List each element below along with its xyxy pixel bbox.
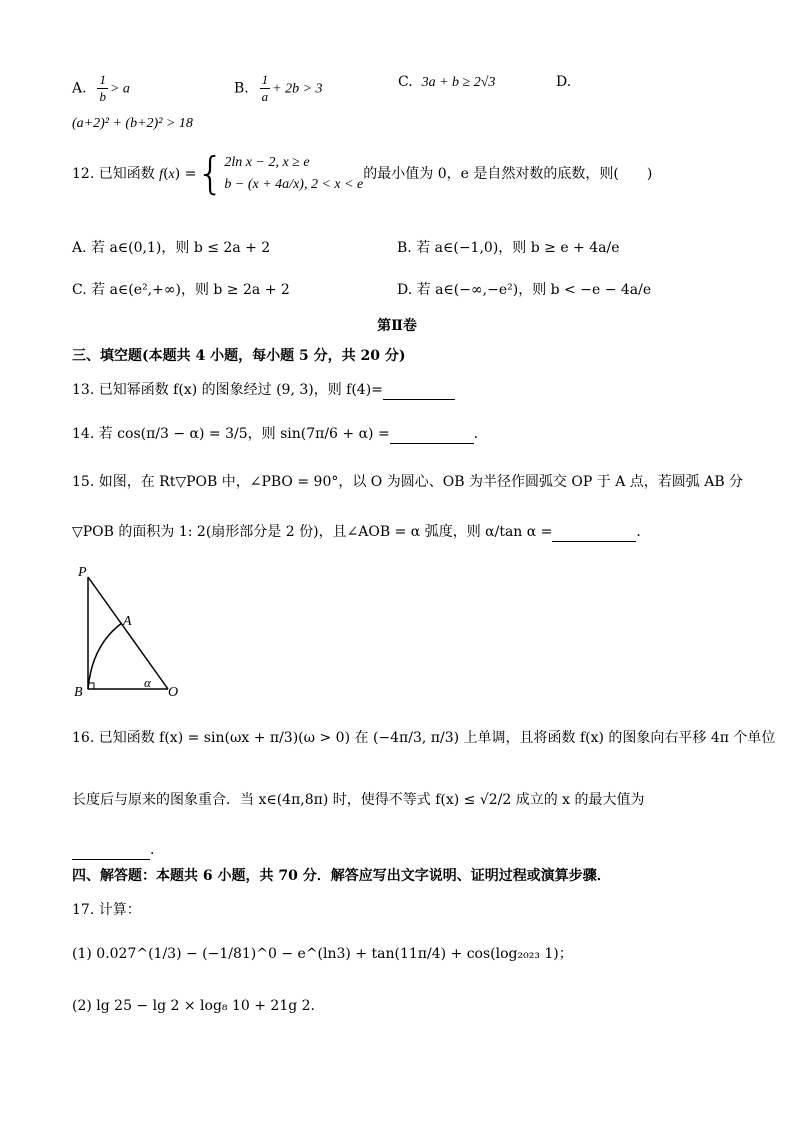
q11-option-a: A. $\frac{1}{b}$ > a — [72, 72, 130, 104]
q12-stem: 12. 已知函数 f(x) ={ 2ln x − 2, x ≥ e b − (x + 4a/x), 2 < x < e 的最小值为 0，e 是自然对数的底数，则( ) — [72, 148, 653, 199]
q12-option-c — [72, 280, 290, 300]
q15-text-2: ▽POB 的面积为 1: 2(扇形部分是 2 份)，且∠AOB = α 弧度，则 α/tan α = — [72, 524, 553, 540]
q12-option-b — [397, 238, 620, 258]
q13-answer-blank[interactable] — [383, 383, 455, 400]
q12-c-text: 若 a∈(e²,+∞)，则 b ≥ 2a + 2 — [91, 282, 290, 298]
q17-title — [72, 900, 141, 920]
q12-case-2: b − (x + 4a/x), 2 < x < e — [224, 177, 364, 192]
q14-answer-blank[interactable] — [390, 427, 474, 444]
q16-answer-blank[interactable] — [72, 847, 150, 860]
section-4-title: 四、解答题：本题共 6 小题，共 70 分．解答应写出文字说明、证明过程或演算步骤． — [72, 868, 611, 884]
section-2-title: 第Ⅱ卷 — [377, 318, 417, 334]
q12-option-a — [72, 238, 270, 258]
q17-part-1: (1) 0.027^(1/3) − (−1/81)^0 − e^(ln3) + tan(11π/4) + cos(log₂₀₂₃ 1)； — [72, 946, 573, 962]
q11-d-label: D. — [556, 74, 572, 90]
q12-d-text: 若 a∈(−∞,−e²)，则 b < −e − 4a/e — [416, 282, 652, 298]
q12-a-label: A. — [72, 240, 87, 256]
q14-number: 14. — [72, 426, 95, 442]
label-b: B — [74, 685, 83, 700]
q14: 14. 若 cos(π/3 − α) = 3/5，则 sin(7π/6 + α) = ． — [72, 426, 488, 442]
q17-part-2: (2) lg 25 − lg 2 × log₈ 10 + 21g 2． — [72, 998, 325, 1014]
q12-stem-post: 的最小值为 0，e 是自然对数的底数，则( ) — [363, 166, 653, 182]
q15-answer-blank[interactable] — [552, 525, 636, 542]
q11-a-label: A. — [72, 80, 87, 97]
q16-text-1: 已知函数 f(x) = sin(ωx + π/3)(ω > 0) 在 (−4π/3, π/3) 上单调，且将函数 f(x) 的图象向右平移 4π 个单位 — [98, 730, 776, 746]
q12-case-1: 2ln x − 2, x ≥ e — [224, 155, 310, 170]
label-a: A — [123, 614, 132, 629]
q12-option-d — [397, 280, 651, 300]
q15-number: 15. — [72, 474, 95, 490]
q16-answer: ． — [72, 840, 164, 860]
q13-text: 已知幂函数 f(x) 的图象经过 (9, 3)，则 f(4)= — [98, 382, 383, 398]
q11-b-label: B. — [234, 80, 249, 97]
q17-title-text: 计算： — [98, 902, 141, 918]
label-p: P — [78, 565, 87, 580]
q16-number: 16. — [72, 730, 95, 746]
q16-line-1 — [72, 728, 775, 748]
arc-ab — [88, 623, 122, 689]
section-3-title: 三、填空题(本题共 4 小题，每小题 5 分，共 20 分) — [72, 348, 406, 364]
q11-c-label: C. — [398, 74, 413, 90]
q13-number: 13. — [72, 382, 95, 398]
q11-option-d — [556, 72, 571, 92]
q15-line-2: ▽POB 的面积为 1: 2(扇形部分是 2 份)，且∠AOB = α 弧度，则 α/tan α = ． — [72, 524, 651, 540]
q15-text-1: 如图，在 Rt▽POB 中，∠PBO = 90°，以 O 为圆心、OB 为半径作圆弧交 OP 于 A 点，若圆弧 AB 分 — [98, 474, 744, 490]
q11-option-c: C. 3a + b ≥ 2√3 — [398, 74, 496, 90]
q14-text: 若 cos(π/3 − α) = 3/5，则 sin(7π/6 + α) = — [98, 426, 390, 442]
q12-stem-pre: 已知函数 — [98, 166, 155, 182]
triangle-figure — [70, 565, 190, 700]
q15-line-1 — [72, 472, 743, 492]
segment-po — [88, 577, 168, 689]
q12-a-text: 若 a∈(0,1)，则 b ≤ 2a + 2 — [91, 240, 271, 256]
q13 — [72, 380, 455, 400]
q12-b-text: 若 a∈(−1,0)，则 b ≥ e + 4a/e — [416, 240, 620, 256]
q12-number: 12. — [72, 166, 95, 182]
q17-number: 17. — [72, 902, 95, 918]
q12-c-label: C. — [72, 282, 87, 298]
label-alpha: α — [144, 675, 151, 690]
q11-option-d-math: (a+2)² + (b+2)² > 18 — [72, 116, 193, 131]
label-o: O — [168, 685, 179, 700]
q16-text-2: 长度后与原来的图象重合．当 x∈(4π,8π) 时，使得不等式 f(x) ≤ √2/2 成立的 x 的最大值为 — [72, 792, 645, 808]
q11-option-b: B. $\frac{1}{a}$ + 2b > 3 — [234, 72, 323, 104]
q12-d-label: D. — [397, 282, 413, 298]
q16-line-2 — [72, 790, 645, 810]
q12-b-label: B. — [397, 240, 412, 256]
